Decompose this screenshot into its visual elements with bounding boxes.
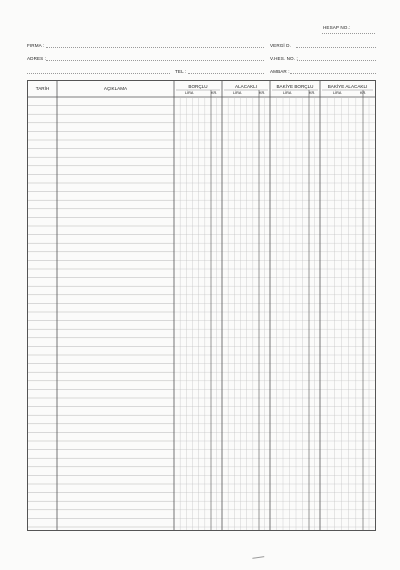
col-aciklama-header: AÇIKLAMA — [103, 86, 128, 91]
ambar-line[interactable] — [290, 73, 376, 74]
col-tarih-header: TARİH — [35, 86, 50, 91]
col-alacakli-krs: KR. — [259, 91, 266, 95]
address-line-2[interactable] — [27, 73, 170, 74]
tel-line[interactable] — [188, 73, 264, 74]
col-borclu-header: BORÇLU — [188, 84, 208, 89]
hesap-no-label: HESAP NO.: — [323, 25, 351, 30]
col-bakiye-borclu-krs: KR. — [309, 91, 316, 95]
col-borclu-krs: KR. — [211, 91, 218, 95]
col-borclu-lira: LİRA — [185, 91, 194, 95]
col-alacakli-header: ALACAKLI — [235, 84, 257, 89]
col-bakiye-borclu-lira: LİRA — [283, 91, 292, 95]
col-bakiye-alacakli-header: BAKİYE ALACAKLI — [327, 84, 368, 89]
vhes-no-line[interactable] — [297, 60, 376, 61]
firma-line[interactable] — [46, 47, 264, 48]
vergi-d-label: VERGİ D. — [270, 43, 291, 48]
page-mark — [252, 552, 265, 559]
ledger-grid — [28, 81, 375, 530]
ambar-label: AMBAR : — [270, 69, 290, 74]
col-bakiye-alacakli-krs: KR. — [360, 91, 367, 95]
col-bakiye-borclu-header: BAKİYE BORÇLU — [276, 84, 314, 89]
hesap-no-line[interactable] — [322, 33, 375, 34]
col-alacakli-lira: LİRA — [233, 91, 242, 95]
col-bakiye-alacakli-lira: LİRA — [333, 91, 342, 95]
firma-label: FIRMA : — [27, 43, 45, 48]
vhes-no-label: V.HES. NO. : — [270, 56, 298, 61]
adres-line[interactable] — [46, 60, 264, 61]
vergi-d-line[interactable] — [296, 47, 376, 48]
adres-label: ADRES : — [27, 56, 47, 61]
tel-label: TEL : — [175, 69, 187, 74]
ledger-table — [27, 80, 376, 531]
